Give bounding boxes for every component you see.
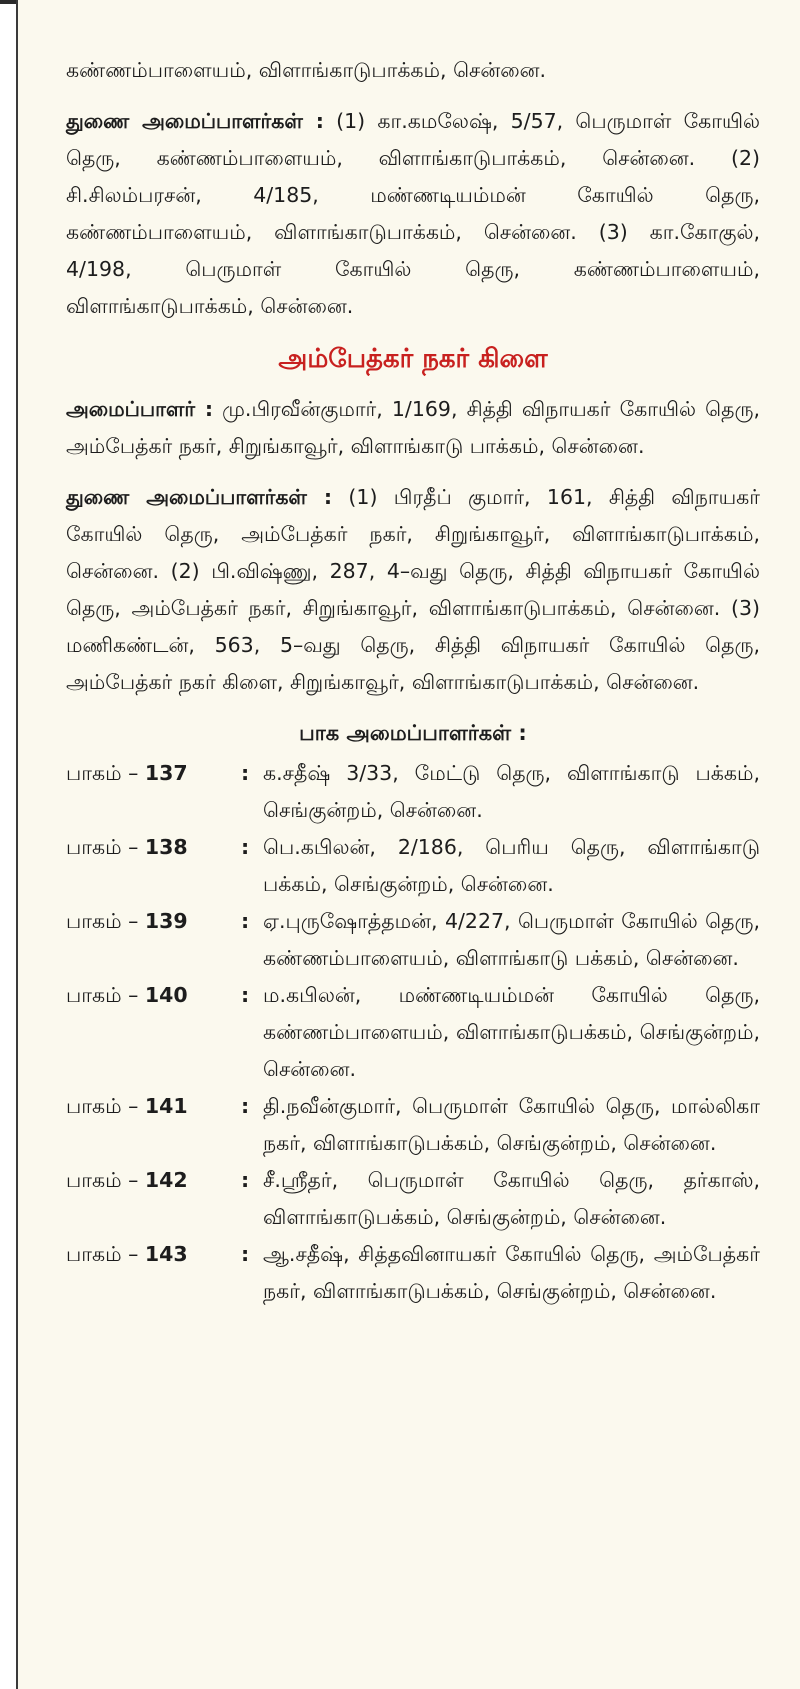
part-colon: :: [241, 909, 250, 933]
organizer-block: [66, 391, 760, 465]
branch-title: அம்பேத்கர் நகர் கிளை: [278, 344, 548, 374]
part-row: [66, 903, 760, 977]
part-label: பாகம் – 142: [66, 1168, 188, 1192]
part-entry-text: ஆ.சதீஷ், சித்தவினாயகர் கோயில் தெரு, அம்பேத்கர் நகர், விளாங்காடுபக்கம், செங்குன்றம், சென்னை.: [263, 1242, 760, 1303]
deputy-organizers-text: (1) கா.கமலேஷ், 5/57, பெருமாள் கோயில் தெரு, கண்ணம்பாளையம், விளாங்காடுபாக்கம், சென்னை. (2) சி.சிலம்பரசன், 4/185, மண்ணடியம்மன் கோயில் தெரு, கண்ணம்பாளையம், விளாங்காடுபாக்கம், சென்னை. (3) கா.கோகுல், 4/198, பெருமாள் கோயில் தெரு, கண்ணம்பாளையம், விளாங்காடுபாக்கம், சென்னை.: [66, 109, 761, 318]
part-label: பாகம் – 137: [66, 761, 188, 785]
part-label: பாகம் – 138: [66, 835, 188, 859]
part-colon: :: [241, 761, 250, 785]
part-number: 143: [144, 1242, 188, 1266]
part-row: [66, 1088, 760, 1162]
part-number: 138: [144, 835, 188, 859]
part-number: 141: [144, 1094, 188, 1118]
part-row: [66, 1236, 760, 1310]
part-entry-text: சீ.ஸ்ரீதர், பெருமாள் கோயில் தெரு, தர்காஸ், விளாங்காடுபக்கம், செங்குன்றம், சென்னை.: [263, 1168, 760, 1229]
deputy-organizers-label: துணை அமைப்பாளர்கள் :: [66, 485, 333, 509]
part-row: [66, 977, 760, 1088]
deputy-organizers-block-1: [66, 103, 760, 325]
part-entry-text: ம.கபிலன், மண்ணடியம்மன் கோயில் தெரு, கண்ணம்பாளையம், விளாங்காடுபக்கம், செங்குன்றம், சென்னை.: [263, 983, 760, 1081]
part-entry-text: தி.நவீன்குமார், பெருமாள் கோயில் தெரு, மால்லிகா நகர், விளாங்காடுபக்கம், செங்குன்றம், சென்னை.: [263, 1094, 760, 1155]
part-number: 139: [144, 909, 188, 933]
part-organizers-list: [66, 755, 760, 1310]
part-number: 140: [144, 983, 188, 1007]
intro-line: கண்ணம்பாளையம், விளாங்காடுபாக்கம், சென்னை.: [66, 58, 547, 82]
part-row: [66, 1162, 760, 1236]
part-colon: :: [241, 835, 250, 859]
part-row: [66, 755, 760, 829]
part-colon: :: [241, 1242, 250, 1266]
article-column: [16, 0, 800, 1689]
article-body: [66, 52, 760, 1310]
part-colon: :: [241, 983, 250, 1007]
organizer-text: மு.பிரவீன்குமார், 1/169, சித்தி விநாயகர் கோயில் தெரு, அம்பேத்கர் நகர், சிறுங்காவூர், விளாங்காடு பாக்கம், சென்னை.: [66, 397, 760, 458]
part-row: [66, 829, 760, 903]
deputy-organizers-label: துணை அமைப்பாளர்கள் :: [66, 109, 324, 133]
part-label: பாகம் – 140: [66, 983, 188, 1007]
part-colon: :: [241, 1094, 250, 1118]
part-colon: :: [241, 1168, 250, 1192]
part-number: 137: [144, 761, 188, 785]
organizer-label: அமைப்பாளர் :: [66, 397, 214, 421]
part-number: 142: [144, 1168, 188, 1192]
deputy-organizers-text: (1) பிரதீப் குமார், 161, சித்தி விநாயகர் கோயில் தெரு, அம்பேத்கர் நகர், சிறுங்காவூர், விளாங்காடுபாக்கம், சென்னை. (2) பி.விஷ்ணு, 287, 4–வது தெரு, சித்தி விநாயகர் கோயில் தெரு, அம்பேத்கர் நகர், சிறுங்காவூர், விளாங்காடுபாக்கம், சென்னை. (3) மணிகண்டன், 563, 5–வது தெரு, சித்தி விநாயகர் கோயில் தெரு, அம்பேத்கர் நகர் கிளை, சிறுங்காவூர், விளாங்காடுபாக்கம், சென்னை.: [66, 485, 761, 694]
part-label: பாகம் – 143: [66, 1242, 188, 1266]
part-entry-text: க.சதீஷ் 3/33, மேட்டு தெரு, விளாங்காடு பக்கம், செங்குன்றம், சென்னை.: [263, 761, 760, 822]
part-entry-text: ஏ.புருஷோத்தமன், 4/227, பெருமாள் கோயில் தெரு, கண்ணம்பாளையம், விளாங்காடு பக்கம், சென்னை.: [263, 909, 760, 970]
part-organizers-heading: பாக அமைப்பாளர்கள் :: [299, 721, 527, 745]
part-label: பாகம் – 141: [66, 1094, 188, 1118]
part-entry-text: பெ.கபிலன், 2/186, பெரிய தெரு, விளாங்காடு பக்கம், செங்குன்றம், சென்னை.: [263, 835, 760, 896]
deputy-organizers-block-2: [66, 479, 760, 701]
part-label: பாகம் – 139: [66, 909, 188, 933]
